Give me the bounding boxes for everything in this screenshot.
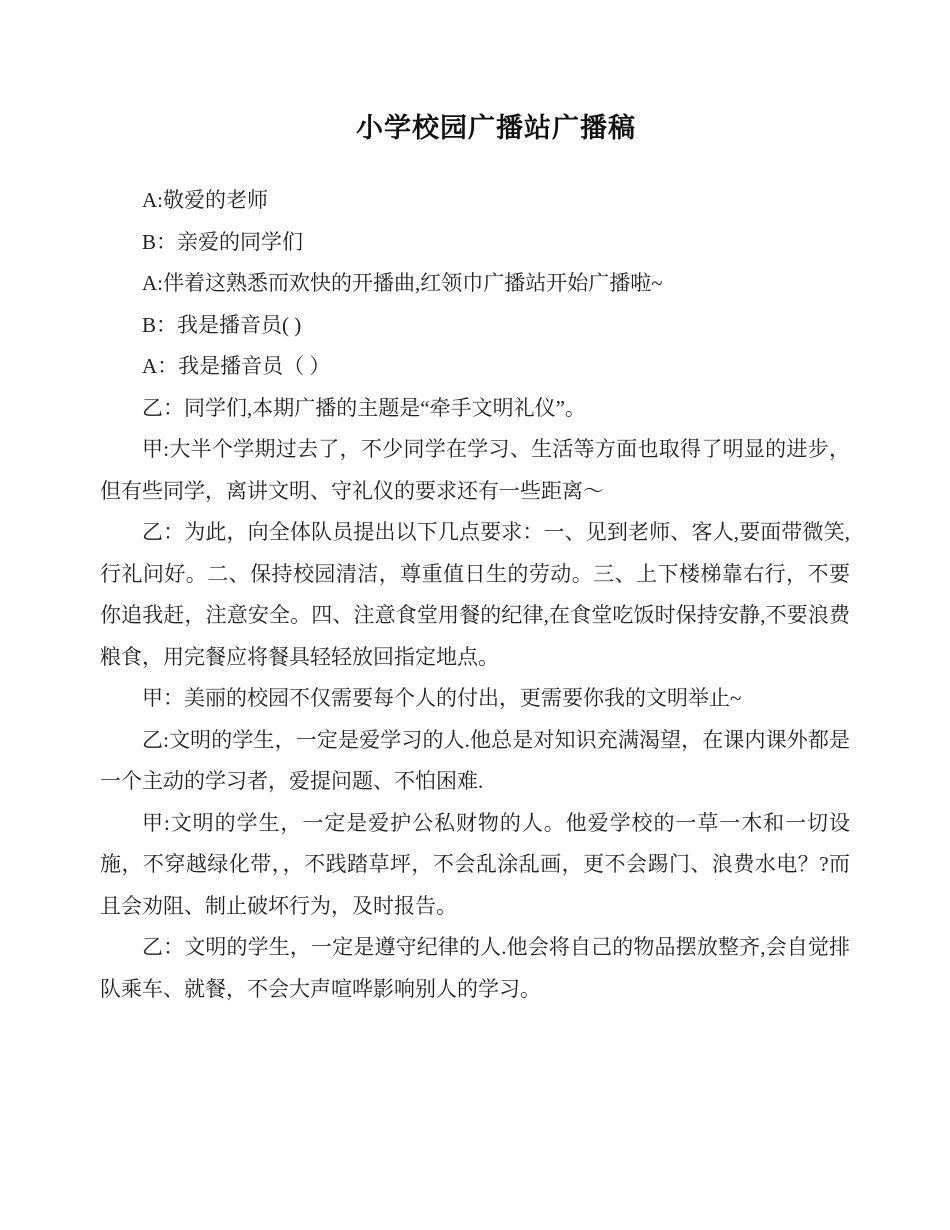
document-body: [0, 180, 950, 1010]
paragraph-3: A:伴着这熟悉而欢快的开播曲,红领巾广播站开始广播啦~: [142, 271, 663, 295]
paragraph-12: 乙：文明的学生，一定是遵守纪律的人.他会将自己的物品摆放整齐,会自觉排队乘车、就餐，不会大声喧哗影响别人的学习。: [100, 935, 850, 1001]
paragraph-9: 甲：美丽的校园不仅需要每个人的付出，更需要你我的文明举止~: [142, 686, 742, 710]
paragraph-2: B：亲爱的同学们: [142, 229, 304, 254]
paragraph-8: 乙：为此，向全体队员提出以下几点要求：一、见到老师、客人,要面带微笑,行礼问好。二、保持校园清洁，尊重值日生的劳动。三、上下楼梯靠右行，不要你追我赶，注意安全。四、注意食堂用餐的纪律,在食堂吃饭时保持安静,不要浪费粮食，用完餐应将餐具轻轻放回指定地点。: [100, 520, 850, 669]
paragraph-6: 乙：同学们,本期广播的主题是“牵手文明礼仪”。: [142, 395, 586, 420]
paragraph-10: 乙:文明的学生，一定是爱学习的人.他总是对知识充满渴望，在课内课外都是一个主动的学习者，爱提问题、不怕困难.: [100, 727, 850, 793]
document-title: 小学校园广播站广播稿: [356, 113, 636, 143]
paragraph-1: A:敬爱的老师: [142, 188, 268, 212]
paragraph-11: 甲:文明的学生，一定是爱护公私财物的人。他爱学校的一草一木和一切设施，不穿越绿化带，，不践踏草坪，不会乱涂乱画，更不会踢门、浪费水电？?而且会劝阻、制止破坏行为，及时报告。: [100, 810, 850, 918]
paragraph-7: 甲:大半个学期过去了，不少同学在学习、生活等方面也取得了明显的进步，但有些同学，离讲文明、守礼仪的要求还有一些距离～: [100, 437, 850, 503]
paragraph-5: A：我是播音员（ ）: [142, 354, 331, 378]
paragraph-4: B：我是播音员( ): [142, 312, 302, 337]
